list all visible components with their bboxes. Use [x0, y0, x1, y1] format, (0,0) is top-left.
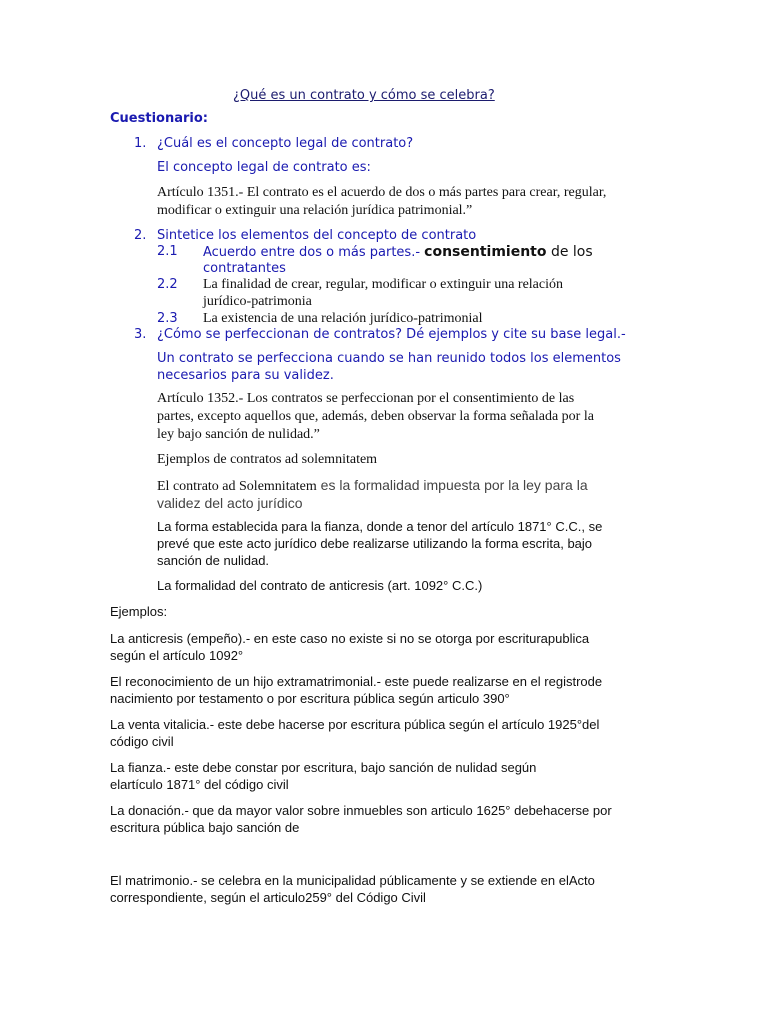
page-title: ¿Qué es un contrato y cómo se celebra? — [233, 88, 495, 103]
question-1-number: 1. — [134, 136, 147, 151]
solemnitatem-term: El contrato ad Solemnitatem — [157, 479, 317, 494]
solemnitatem-definition — [157, 477, 588, 495]
item-2-1-keyword: consentimiento — [424, 244, 547, 260]
example-1-line-2: según el artículo 1092° — [110, 648, 244, 663]
item-2-1-text-c: de los — [546, 244, 593, 260]
example-4-line-1: La fianza.- este debe constar por escritura, bajo sanción de nulidad según — [110, 760, 537, 775]
example-3-line-2: código civil — [110, 734, 174, 749]
example-2-line-1: El reconocimiento de un hijo extramatrimonial.- este puede realizarse en el registrode — [110, 674, 603, 689]
article-1352-line-1: Artículo 1352.- Los contratos se perfeccionan por el consentimiento de las — [157, 391, 575, 406]
article-1352-line-2: partes, excepto aquellos que, además, deben observar la forma señalada por la — [157, 409, 594, 424]
article-1351-line-1: Artículo 1351.- El contrato es el acuerdo de dos o más partes para crear, regular, — [157, 185, 607, 200]
example-5-line-1: La donación.- que da mayor valor sobre inmuebles son articulo 1625° debehacerse por — [110, 803, 612, 818]
item-2-2-text: La finalidad de crear, regular, modificar o extinguir una relación — [203, 277, 563, 292]
item-2-3-text: La existencia de una relación jurídico-patrimonial — [203, 311, 483, 326]
fianza-line-2: prevé que este acto jurídico debe realizarse utilizando la forma escrita, bajo — [157, 536, 593, 551]
question-3-answer-line-2: necesarios para su validez. — [157, 368, 334, 383]
example-5-line-2: escritura pública bajo sanción de — [110, 820, 300, 835]
example-3-line-1: La venta vitalicia.- este debe hacerse por escritura pública según el artículo 1925°del — [110, 717, 600, 732]
question-1-text: ¿Cuál es el concepto legal de contrato? — [157, 136, 414, 151]
anticresis-formality: La formalidad del contrato de anticresis (art. 1092° C.C.) — [157, 578, 483, 593]
question-2-number: 2. — [134, 228, 147, 243]
example-6-line-1: El matrimonio.- se celebra en la municipalidad públicamente y se extiende en elActo — [110, 873, 595, 888]
item-2-2-line-2: jurídico-patrimonia — [203, 294, 312, 309]
question-3-text: ¿Cómo se perfeccionan de contratos? Dé ejemplos y cite su base legal.- — [157, 327, 626, 342]
question-3-answer-line-1: Un contrato se perfecciona cuando se han reunido todos los elementos — [157, 351, 621, 366]
fianza-line-3: sanción de nulidad. — [157, 553, 270, 568]
solemnitatem-desc: es la formalidad impuesta por la ley para la — [316, 477, 588, 493]
section-subtitle: Cuestionario: — [110, 111, 208, 126]
example-6-line-2: correspondiente, según el articulo259° del Código Civil — [110, 890, 426, 905]
item-2-2-number: 2.2 — [157, 277, 178, 292]
solemnitatem-desc-line-2: validez del acto jurídico — [157, 495, 303, 511]
article-1351-line-2: modificar o extinguir una relación jurídica patrimonial.” — [157, 203, 473, 218]
examples-heading: Ejemplos: — [110, 604, 168, 619]
item-2-1-number: 2.1 — [157, 244, 178, 259]
item-2-3-number: 2.3 — [157, 311, 178, 326]
example-4-line-2: elartículo 1871° del código civil — [110, 777, 289, 792]
examples-solemnitatem-heading: Ejemplos de contratos ad solemnitatem — [157, 452, 378, 467]
example-2-line-2: nacimiento por testamento o por escritura pública según articulo 390° — [110, 691, 510, 706]
question-2-text: Sintetice los elementos del concepto de contrato — [157, 228, 477, 243]
question-3-number: 3. — [134, 327, 147, 342]
article-1352-line-3: ley bajo sanción de nulidad.” — [157, 427, 320, 442]
fianza-line-1: La forma establecida para la fianza, donde a tenor del artículo 1871° C.C., se — [157, 519, 603, 534]
example-1-line-1: La anticresis (empeño).- en este caso no existe si no se otorga por escriturapublica — [110, 631, 590, 646]
item-2-1-text — [203, 244, 593, 260]
item-2-1-line-2: contratantes — [203, 261, 286, 276]
item-2-1-text-a: Acuerdo entre dos o más partes.- — [203, 245, 425, 260]
question-1-answer-intro: El concepto legal de contrato es: — [157, 160, 371, 175]
